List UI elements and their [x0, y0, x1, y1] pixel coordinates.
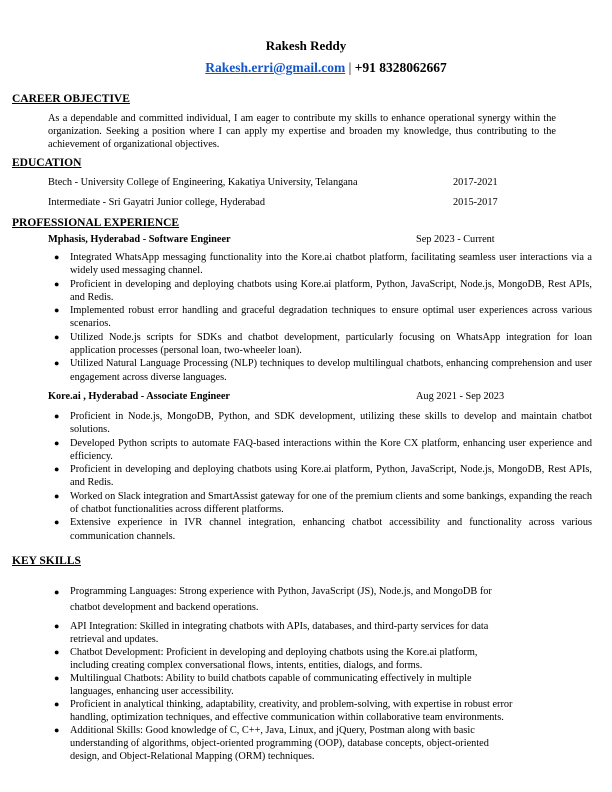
list-item: ● API Integration: Skilled in integrating chatbots with APIs, databases, and third-party services for data retrieval and updates. — [54, 621, 489, 645]
objective-text: As a dependable and committed individual, I am eager to contribute my skills to enhance operational synergy within the organization. Seeking a position where I can apply my expertise and broaden my knowledge, thus contributing to the achievement of organizational objectives. — [48, 113, 556, 150]
education-heading: EDUCATION — [12, 157, 82, 169]
bullet-icon: ● — [54, 725, 60, 735]
job-dates-koreai: Aug 2021 - Sep 2023 — [416, 391, 505, 402]
list-item: ● Implemented robust error handling and graceful degradation techniques to ensure optimal user experiences across various scenarios. — [54, 305, 592, 330]
list-item: ● Proficient in Node.js, MongoDB, Python, and SDK development, utilizing these skills to develop and maintain chatbot solutions. — [54, 411, 592, 436]
bullet-icon: ● — [54, 411, 60, 421]
candidate-name: Rakesh Reddy — [265, 38, 347, 53]
bullet-icon: ● — [54, 699, 60, 709]
bullet-icon: ● — [54, 517, 60, 528]
job-bullets-mphasis — [48, 251, 592, 384]
phone-number: +91 8328062667 — [354, 60, 447, 75]
list-item: ● Programming Languages: Strong experience with Python, JavaScript (JS), Node.js, and MongoDB for chatbot development and backend operations. — [54, 586, 492, 613]
bullet-icon: ● — [54, 621, 60, 631]
list-item: ● Utilized Natural Language Processing (NLP) techniques to develop multilingual chatbots, enhancing comprehension and user engagement across diverse languages. — [54, 358, 592, 383]
bullet-icon: ● — [54, 252, 60, 262]
job-title-koreai: Kore.ai , Hyderabad - Associate Engineer — [48, 391, 230, 402]
bullet-icon: ● — [54, 278, 60, 289]
bullet-icon: ● — [54, 464, 60, 475]
bullet-icon: ● — [54, 358, 60, 369]
list-item: ● Worked on Slack integration and SmartAssist gateway for one of the premium clients and some bankings, expanding the reach of chatbot functionalities across different platforms. — [54, 490, 592, 516]
education-years-intermediate: 2015-2017 — [453, 197, 498, 208]
objective-heading: CAREER OBJECTIVE — [12, 93, 130, 105]
list-item: ● Proficient in analytical thinking, adaptability, creativity, and problem-solving, with expertise in robust error handling, optimization techniques, and effective communication within collaborative team environments. — [54, 699, 513, 723]
skills-heading: KEY SKILLS — [12, 555, 81, 567]
list-item: ● Extensive experience in IVR channel integration, enhancing chatbot accessibility and functionality across various communication channels. — [54, 517, 592, 542]
list-item: ● Utilized Node.js scripts for SDKs and chatbot development, particularly focusing on WhatsApp integration for loan application processes (personal loan, two-wheeler loan). — [54, 331, 592, 357]
bullet-icon: ● — [54, 437, 60, 448]
job-title-mphasis: Mphasis, Hyderabad - Software Engineer — [48, 234, 231, 245]
bullet-icon: ● — [54, 647, 60, 657]
email-link[interactable]: Rakesh.erri@gmail.com — [205, 60, 346, 75]
contact-line — [0, 60, 612, 76]
job-dates-mphasis: Sep 2023 - Current — [416, 234, 495, 245]
list-item: ● Proficient in developing and deploying chatbots using Kore.ai platform, Python, JavaScript, Node.js, MongoDB, Rest APIs, and Redis. — [54, 464, 592, 489]
list-item: ● Additional Skills: Good knowledge of C, C++, Java, Linux, and jQuery, Postman along with basic understanding of algorithms, object-oriented programming (OOP), database concepts, object-oriented design, and Object-Relational Mapping (ORM) techniques. — [54, 725, 489, 762]
skills-list — [48, 584, 588, 763]
job-bullets-koreai — [48, 410, 592, 543]
bullet-icon: ● — [54, 673, 60, 683]
bullet-icon: ● — [54, 490, 60, 501]
education-years-btech: 2017-2021 — [453, 177, 498, 188]
bullet-icon: ● — [54, 331, 60, 342]
education-item-intermediate: Intermediate - Sri Gayatri Junior college, Hyderabad — [48, 197, 266, 208]
contact-separator: | — [345, 60, 355, 75]
list-item: ● Multilingual Chatbots: Ability to build chatbots capable of communicating effectively in multiple languages, enhancing user accessibility. — [54, 673, 472, 697]
bullet-icon: ● — [54, 305, 60, 316]
list-item: ● Developed Python scripts to automate FAQ-based interactions within the Kore CX platform, enhancing user experience and efficiency. — [54, 437, 592, 462]
bullet-icon: ● — [54, 587, 60, 597]
list-item: ● Integrated WhatsApp messaging functionality into the Kore.ai chatbot platform, facilitating seamless user interactions via a widely used messaging channel. — [54, 252, 592, 277]
experience-heading: PROFESSIONAL EXPERIENCE — [12, 217, 180, 229]
list-item: ● Proficient in developing and deploying chatbots using Kore.ai platform, Python, JavaScript, Node.js, MongoDB, Rest APIs, and Redis. — [54, 278, 592, 303]
list-item: ● Chatbot Development: Proficient in developing and deploying chatbots using the Kore.ai platform, including creating complex conversational flows, intents, entities, dialogs, and forms. — [54, 647, 478, 671]
education-item-btech: Btech - University College of Engineering, Kakatiya University, Telangana — [48, 177, 358, 188]
